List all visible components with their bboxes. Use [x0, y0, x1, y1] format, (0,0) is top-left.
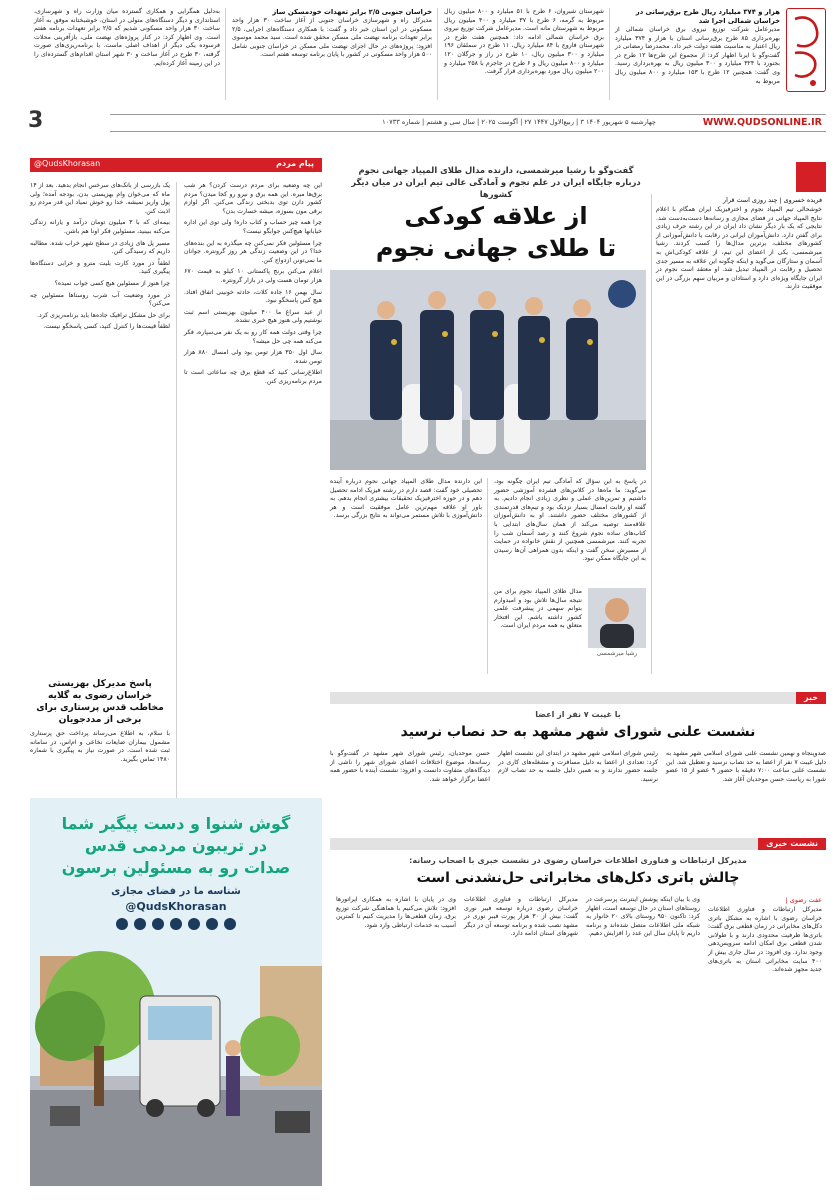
- people-message: از عید سراغ ما ۴۰۰ میلیون بهزیستی اسم ثبت نوشتیم ولی هنوز هیچ خبری نشده.: [184, 308, 322, 325]
- tech-tag-bar: [330, 838, 826, 850]
- people-message: اعلام می‌کنن برنج پاکستانی ۱۰ کیلو به قیمت ۶۷۰ هزار تومان هست ولی در بازار گرونتره.: [184, 268, 322, 284]
- lead-photo-art: [330, 270, 646, 470]
- lead-photo: [330, 270, 646, 470]
- divider: [176, 182, 177, 802]
- lead-col-2: در پاسخ به این سؤال که آمادگی تیم ایران چگونه بود، می‌گوید: ما ماه‌ها در کلاس‌های فشرده آموزشی حضور داشتیم و تمرین‌های عملی و نظری زیادی انجام دادیم. به گفته او رقابت امسال بسیار نزدیک بود و تیم‌های قدرتمندی از کشورهای مختلف حضور داشتند. او به دانش‌آموزان علاقه‌مند توصیه می‌کند از همان سال‌های ابتدایی با کتاب‌های ساده نجوم شروع کنند و رصد آسمان شب را تجربه کنند. میرشمسی همچنین از نقش خانواده در حمایت از مسیرش سخن گفت و اینکه بدون همراهی آن‌ها رسیدن به این جایگاه ممکن نبود.: [494, 478, 646, 563]
- people-message: سال بهمن ۱۶ جاده کلات، حادثه خونینی اتفاق افتاد. هیچ کس پاسخگو نبود.: [184, 288, 322, 305]
- instagram-icon[interactable]: [134, 918, 146, 930]
- people-message: مسیر پل های زیادی در سطح شهر خراب شده. مطالبه داریم که رسیدگی کنن.: [30, 239, 170, 256]
- ad-banner: [30, 798, 322, 1186]
- people-col-left: [30, 182, 170, 335]
- people-message: اطلاع‌رسانی کنید که قطع برق چه ساعاتی است تا مردم برنامه‌ریزی کنن.: [184, 369, 322, 385]
- top-story-3-body: مدیرکل راه و شهرسازی خراسان جنوبی از آغاز ساخت ۳۰ هزار واحد مسکونی در این استان خبر داد و گفت: با همکاری دستگاه‌های اجرایی، ۲/۵ برابر تعهدات برنامه نهضت ملی مسکن محقق شده است. سید محمد موسوی افزود: پروژه‌های در حال اجرای نهضت ملی مسکن در خراسان جنوبی شامل ۵۰۰ هزار واحد مسکونی در کشور با پایان برنامه توسعه هفتم است.: [232, 17, 432, 59]
- people-tag: پیام مردم: [276, 159, 314, 168]
- ad-line1: گوش شنوا و دست پیگیر شما: [61, 814, 291, 833]
- lead-headline-1: از علاقه کودکی: [404, 202, 588, 230]
- council-news: [330, 692, 826, 832]
- people-message: چرا مسئولین فکر نمی‌کنن چه میگذره به این بنده‌های خدا؟ در این وضعیت زندگی هر روز گرونتره. جوانان ما نمی‌تونن ازدواج کنن.: [184, 239, 322, 264]
- people-message: برای حل مشکل ترافیک جاده‌ها باید برنامه‌ریزی کرد.: [37, 311, 170, 319]
- tech-kicker: مدیرکل ارتباطات و فناوری اطلاعات خراسان رضوی در نشست خبری با اصحاب رسانه:: [409, 856, 747, 865]
- lead-story: [330, 158, 826, 686]
- tech-tag: نشست خبری: [758, 838, 826, 850]
- reply-body: با سلام، به اطلاع می‌رساند پرداخت حق پرستاری مشمول بیماران ضایعات نخاعی و ام‌اس، در سامانه ثبت شده است. در صورت نیاز به پیگیری با شماره ۱۴۸۰ تماس بگیرید.: [30, 730, 170, 763]
- tech-col-1: مدیرکل ارتباطات و فناوری اطلاعات خراسان رضوی با اشاره به مشکل باتری دکل‌های مخابراتی در زمان قطعی برق گفت: باتری‌ها ظرفیت محدودی دارند و با طولانی شدن قطعی برق امکان ادامه سرویس‌دهی وجود ندارد. وی افزود: در سال جاری بیش از ۴۰۰ سایت مخابراتی استان به باتری‌های جدید مجهز شده‌اند.: [708, 906, 822, 974]
- portrait-caption: رشیا میرشمسی: [596, 650, 638, 657]
- ad-illustration: [30, 936, 322, 1186]
- people-message: این چه وضعیه برای مردم درست کردن؟ هر شب برق‌ها میره. این همه برق و نیرو رو کجا میدن؟ مردم کشور دارن توی بدبختی زندگی می‌کنن. اگر لوازم برقی مون بسوزه، میشه خسارت بدن؟: [184, 182, 322, 215]
- top-story-4-body: به‌دلیل همگرایی و همکاری گسترده میان وزارت راه و شهرسازی، استانداری و دیگر دستگاه‌های متولی در استان، خوشبختانه موفق به آغاز ساخت ۳۰ هزار واحد مسکونی شدیم که ۲/۵ برابر تعهدات برنامه هفتم است. وی اظهار کرد: در کنار پروژه‌های نهضت ملی، بازآفرینی محلات فرسوده یکی دیگر از اهداف اصلی ماست. با برنامه‌ریزی‌های صورت گرفته، ۳۰ طرح در آغاز ساخت و ۳۰ شهر استان اقدام‌های گسترده‌ای را در این زمینه آغاز کرده‌ایم.: [34, 8, 220, 67]
- top-story-3: [232, 8, 432, 60]
- divider: [487, 478, 488, 674]
- people-message: چرا وقتی دولت همه کار رو به یک نفر می‌سپاره، فکر می‌کنه همه چی حل میشه؟: [184, 328, 322, 345]
- people-column: [30, 158, 322, 1186]
- people-message: یک بازرسی از بانک‌های سرخس انجام بدهید. بعد از ۱۴ ماه که می‌خوان وام بهزیستی بدن، بودجه آمده؛ ولی پول واریز نمیشه. خدا رو خوش نمیاد این قدر مردم رو اذیت کنن.: [30, 182, 170, 215]
- council-tag: خبر: [796, 692, 826, 704]
- soroush-icon[interactable]: [152, 918, 164, 930]
- council-headline: نشست علنی شورای شهر مشهد به حد نصاب نرسید: [400, 724, 756, 740]
- tech-col-3: مدیرکل ارتباطات و فناوری اطلاعات خراسان رضوی درباره توسعه فیبر نوری گفت: بیش از ۳۰ هزار پورت فیبر نوری در مشهد نصب شده و برنامه توسعه آن در دیگر شهرهای استان ادامه دارد.: [464, 896, 578, 938]
- social-icons: [90, 918, 262, 932]
- telegram-icon[interactable]: [224, 918, 236, 930]
- lead-kicker: گفت‌وگو با رشیا میرشمسی، دارنده مدال طلای المپیاد جهانی نجوم درباره جایگاه ایران در علم نجوم و آمادگی عالی تیم ایران در میان دیگر کشورها: [351, 165, 641, 199]
- ad-handle[interactable]: @QudsKhorasan: [125, 900, 227, 913]
- issue-line: چهارشنبه ۵ شهریور ۱۴۰۴ ‎‎| ۳ ربیع‌الاول ۱۴۴۷ ‎|‎ ۲۷ آگوست ۲۰۲۵ ‎|‎ سال سی و هشتم ‎|‎ شماره ۱۰۷۳۳: [382, 118, 656, 126]
- council-tag-bar: [330, 692, 826, 704]
- people-col-right: [184, 182, 322, 389]
- divider: [437, 8, 438, 100]
- ad-line4: شناسه ما در فضای مجازی: [111, 886, 241, 897]
- lead-col-1: خوشحالی تیم المپیاد نجوم و اخترفیزیک ایران همگام با اعلام نتایج المپیاد جهانی در فضای مجازی و رسانه‌ها دست‌به‌دست شد. نتایجی که یک بار دیگر نشان داد ایران در این رشته حرف زیادی برای گفتن دارد. دانش‌آموزان ایرانی در رقابت با دانش‌آموزانی از کشورهای مختلف، برترین مدال‌ها را کسب کردند. رشیا میرشمسی، یکی از اعضای این تیم، از علاقه کودکی‌اش به آسمان و ستارگان می‌گوید و اینکه چگونه این علاقه به مسیر جدی تحصیل و رقابت در المپیاد تبدیل شد. او معتقد است نجوم در ایران جایگاه ویژه‌ای دارد و استادان و مربیان سهم بزرگی در این موفقیت دارند.: [656, 206, 822, 291]
- top-story-3-title: خراسان جنوبی ۲/۵ برابر تعهدات خودمسکن ساز: [272, 8, 432, 16]
- top-story-1-title: هزار و ۳۷۴ میلیارد ریال طرح برق‌رسانی در خراسان شمالی اجرا شد: [635, 8, 780, 25]
- people-message: در مورد وضعیت آب شرب روستاها مسئولین چه می‌کنن؟: [30, 291, 170, 308]
- people-message: سال اول ۳۵۰ هزار تومن بود ولی امسال ۸۸۰ هزار تومن شده.: [184, 349, 322, 365]
- tech-headline: چالش باتری دکل‌های مخابراتی حل‌نشدنی است: [416, 870, 740, 886]
- lead-col-3: این دارنده مدال طلای المپیاد جهانی نجوم درباره آینده تحصیلی خود گفت: قصد دارم در رشته فیزیک ادامه تحصیل دهم و در حوزه اخترفیزیک تحقیقات بیشتری انجام بدهم. به باور او علاقه مهم‌ترین عامل موفقیت است و هر دانش‌آموزی با تلاش مستمر می‌تواند به نتایج بزرگی برسد.: [330, 478, 482, 520]
- tech-news: [330, 838, 826, 1188]
- top-story-2-body: شهرستان شیروان، ۶ طرح با ۵۱ میلیارد و ۸۰۰ میلیون ریال مربوط به گرمه، ۶ طرح با ۳۷ میلیارد و ۴۰۰ میلیون ریال مربوط به شهرستان مانه است. مدیرعامل شرکت توزیع نیروی برق خراسان شمالی ادامه داد: همچنین هفت طرح در شهرستان فاروج با ۸۴ میلیارد ریال، ۱۱ طرح در سملقان ۱۹۶ میلیارد و ۳۰۰ میلیون ریال، ۱۰ طرح در راز و جرگلان ۱۲۰ میلیارد و ۸۰۰ میلیون ریال و ۶ طرح در جاجرم با ۲۵۸ میلیارد و ۲۰۰ میلیون ریال مورد بهره‌برداری قرار گرفت.: [444, 8, 605, 76]
- lead-byline: فریده خسروی | چند روزی است قرار: [722, 196, 822, 204]
- rubika-icon[interactable]: [170, 918, 182, 930]
- people-handle[interactable]: @QudsKhorasan: [34, 159, 101, 168]
- divider: [651, 194, 652, 674]
- council-col-2: رئیس شورای اسلامی شهر مشهد در ابتدای این نشست اظهار کرد: تعدادی از اعضا به دلیل مسافرت و مشغله‌های کاری در جلسه حضور ندارند و به همین دلیل جلسه به حد نصاب لازم نرسید.: [498, 750, 658, 783]
- logo: [786, 8, 826, 92]
- logo-mark: [787, 9, 825, 91]
- reply-title: پاسخ مدیرکل بهزیستی خراسان رضوی به گلایه مخاطب قدس پرستاری برای برخی از مددجویان: [36, 678, 164, 725]
- bale-icon[interactable]: [188, 918, 200, 930]
- divider: [225, 8, 226, 100]
- top-story-2: [444, 8, 604, 77]
- divider: [609, 8, 610, 100]
- top-story-4: [34, 8, 220, 68]
- website-link[interactable]: WWW.QUDSONLINE.IR: [702, 117, 822, 128]
- council-col-3: حسن موحدیان، رئیس شورای شهر مشهد در گفت‌وگو با رسانه‌ها، موضوع اختلافات اعضای شورای شهر را ناشی از دیدگاه‌های متفاوت دانست و افزود: نشست آینده با حضور همه اعضا برگزار خواهد شد.: [330, 750, 490, 783]
- lead-col-4: مدال طلای المپیاد نجوم برای من نتیجه سال‌ها تلاش بود و امیدوارم بتوانم سهمی در پیشرفت علمی کشور داشته باشم. این افتخار متعلق به همه مردم ایران است.: [494, 588, 582, 630]
- reply-box: [30, 678, 170, 764]
- lead-marker: [796, 162, 826, 192]
- ad-line2: در تریبون مردمی قدس: [84, 836, 268, 855]
- top-story-1: [615, 8, 780, 86]
- igap-icon[interactable]: [116, 918, 128, 930]
- people-message: چرا همه چیز حساب و کتاب داره! ولی توی این اداره خیابانها هیچ‌کس جوابگو نیست؟: [184, 219, 322, 235]
- ad-line3: صدات رو به مسئولین برسون: [61, 858, 291, 877]
- tech-col-4: وی در پایان با اشاره به همکاری اپراتورها افزود: تلاش می‌کنیم با هماهنگی شرکت توزیع برق، زمان قطعی‌ها را مدیریت کنیم تا کمترین آسیب به خدمات ارتباطی وارد شود.: [336, 896, 456, 929]
- lead-headline-2: تا طلای جهانی نجوم: [375, 234, 617, 262]
- issue-bar: [110, 114, 826, 132]
- portrait-art: [588, 588, 646, 648]
- tech-byline: عفت رضوی |: [785, 896, 822, 904]
- page-number: 3: [28, 108, 44, 133]
- council-col-1: صدوپنجاه و نهمین نشست علنی شورای اسلامی شهر مشهد به دلیل غیبت ۷ نفر از اعضا به حد نصاب نرسید و تعطیل شد. این نشست علنی ساعت ۷:۰۰ دقیقه با حضور ۹ عضو از ۱۵ عضو شورا به ریاست حسن موحدیان آغاز شد.: [666, 750, 826, 783]
- tech-col-2: وی با بیان اینکه پوشش اینترنت پرسرعت در روستاهای استان در حال توسعه است، اظهار کرد: تاکنون ۹۵۰ روستای بالای ۲۰ خانوار به شبکه ملی اطلاعات متصل شده‌اند و برنامه داریم تا پایان سال این عدد را افزایش دهیم.: [586, 896, 700, 938]
- top-story-1-body: مدیرعامل شرکت توزیع نیروی برق خراسان شمالی از بهره‌برداری ۸۵ طرح برق‌رسانی استان با هزار و ۳۷۴ میلیارد ریال اعتبار به مناسبت هفته دولت خبر داد. محمدرضا رمضانی در گفت‌وگو با ایرنا اظهار کرد: از مجموع این طرح‌ها ۱۲ طرح در بجنورد با ۳۲۴ میلیارد و ۳۰۰ میلیون ریال به بهره‌برداری رسید. وی گفت: همچنین ۱۲ طرح با ۱۵۳ میلیارد و ۸۰۰ میلیون ریال مربوط به: [615, 26, 780, 85]
- people-message: بیمه‌ای که با ۳ میلیون تومان درآمد و یارانه زندگی می‌کنه ببینید، مسئولین فکر اونا هم باشن.: [30, 219, 170, 235]
- eitaa-icon[interactable]: [206, 918, 218, 930]
- council-byline: با غیبت ۷ نفر از اعضا: [535, 710, 621, 719]
- people-message: چرا هنوز از مسئولین هیچ کسی جواب نمیده؟: [54, 279, 170, 287]
- people-message: لطفاً قیمت‌ها را کنترل کنید، کسی پاسخگو نیست.: [43, 323, 170, 331]
- people-message: لطفاً در مورد کارت بلیت مترو و خرابی دستگاه‌ها پیگیری کنید.: [30, 259, 170, 276]
- portrait-photo: [588, 588, 646, 648]
